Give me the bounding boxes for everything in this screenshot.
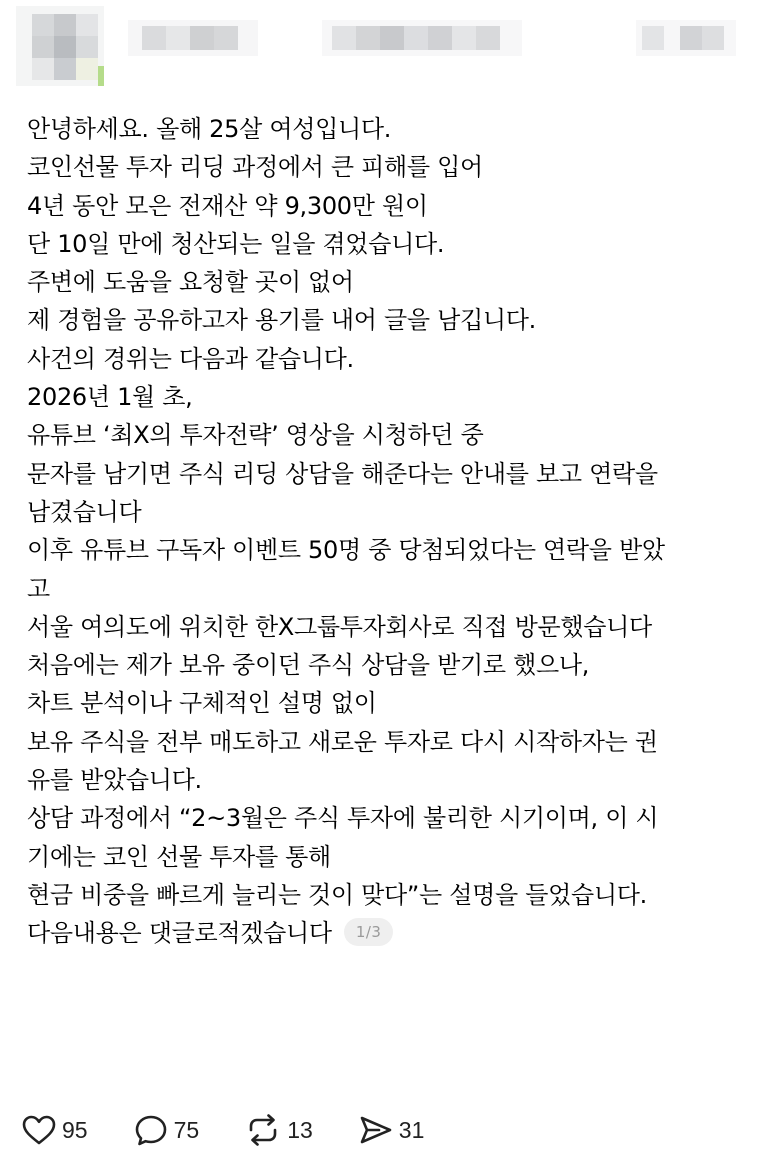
post-line-text: 다음내용은 댓글로적겠습니다	[27, 919, 332, 948]
post-line: 2026년 1월 초,	[27, 383, 193, 412]
post-line-last	[27, 914, 747, 952]
post-line: 현금 비중을 빠르게 늘리는 것이 맞다”는 설명을 들었습니다.	[27, 880, 647, 909]
username-secondary	[322, 20, 522, 56]
like-button[interactable]	[22, 1114, 88, 1146]
comment-button[interactable]	[134, 1114, 200, 1146]
post-line: 사건의 경위는 다음과 같습니다.	[27, 344, 354, 373]
share-count: 31	[398, 1116, 425, 1143]
heart-icon	[22, 1114, 56, 1146]
post-line: 안녕하세요. 올해 25살 여성입니다.	[27, 115, 392, 143]
post-line: 코인선물 투자 리딩 과정에서 큰 피해를 입어	[27, 153, 483, 182]
share-button[interactable]	[359, 1114, 425, 1146]
page-indicator-badge: 1/3	[344, 918, 394, 946]
post-line: 이후 유튜브 구독자 이벤트 50명 중 당첨되었다는 연락을 받았	[27, 536, 665, 565]
post-line: 유를 받았습니다.	[27, 766, 202, 795]
post-line: 유튜브 ‘최X의 투자전략’ 영상을 시청하던 중	[27, 421, 484, 450]
post-line: 4년 동안 모은 전재산 약 9,300만 원이	[27, 191, 428, 220]
post-line: 차트 분석이나 구체적인 설명 없이	[27, 689, 377, 718]
post-body	[27, 110, 747, 953]
comment-icon	[134, 1114, 168, 1146]
post-line: 서울 여의도에 위치한 한X그룹투자회사로 직접 방문했습니다	[27, 612, 652, 641]
post-meta	[636, 20, 736, 56]
post-line: 단 10일 만에 청산되는 일을 겪었습니다.	[27, 229, 445, 258]
post-line: 문자를 남기면 주식 리딩 상담을 해준다는 안내를 보고 연락을	[27, 459, 658, 488]
like-count: 95	[62, 1116, 88, 1143]
post-header	[0, 0, 773, 95]
post-line: 상담 과정에서 “2~3월은 주식 투자에 불리한 시기이며, 이 시	[27, 804, 659, 833]
post-line: 기에는 코인 선물 투자를 통해	[27, 842, 331, 871]
avatar[interactable]	[16, 6, 104, 86]
repost-button[interactable]	[245, 1113, 313, 1147]
username[interactable]	[128, 20, 258, 56]
post-line: 제 경험을 공유하고자 용기를 내어 글을 남깁니다.	[27, 306, 536, 335]
post-line: 주변에 도움을 요청할 곳이 없어	[27, 268, 354, 297]
repost-count: 13	[287, 1116, 313, 1143]
post-line: 남겼습니다	[27, 497, 142, 526]
post-line: 처음에는 제가 보유 중이던 주식 상담을 받기로 했으나,	[27, 651, 590, 680]
post-line: 보유 주식을 전부 매도하고 새로운 투자로 다시 시작하자는 권	[27, 727, 658, 756]
action-bar	[22, 1108, 470, 1152]
repost-icon	[245, 1113, 281, 1147]
comment-count: 75	[173, 1116, 200, 1143]
post-line: 고	[27, 574, 50, 603]
send-icon	[359, 1114, 393, 1146]
